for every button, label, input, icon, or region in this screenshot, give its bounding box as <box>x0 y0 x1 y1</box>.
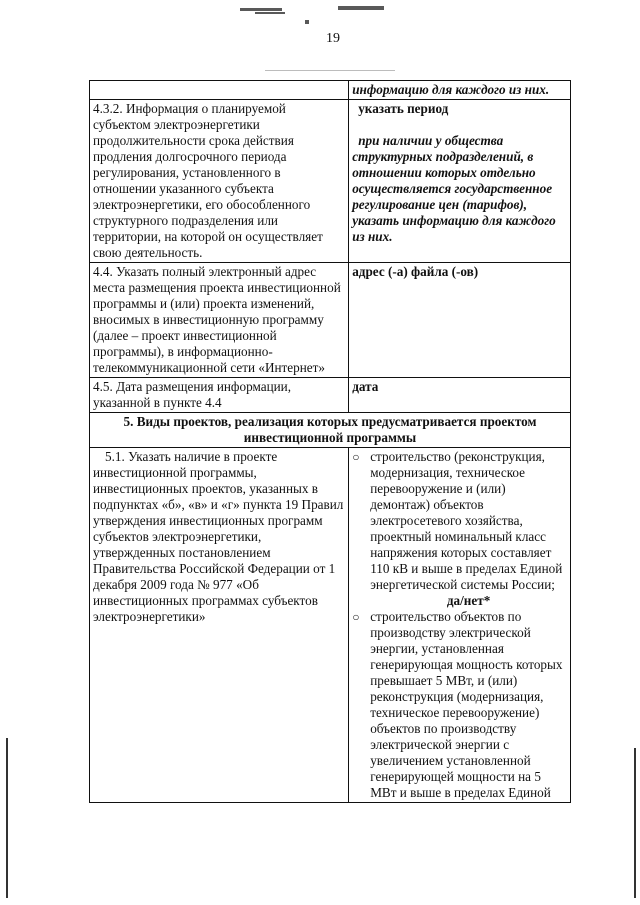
row-label-cell <box>90 81 349 100</box>
form-table <box>89 80 571 803</box>
table-row <box>90 378 571 413</box>
table-row <box>90 100 571 263</box>
row-options-cell <box>349 448 571 803</box>
circle-bullet-icon: ○ <box>352 450 360 464</box>
scan-artifact <box>240 8 282 11</box>
row-label-cell: 4.3.2. Информация о планируемой субъектом электроэнергетики продолжительности срока действия продления долгосрочного периода регулирования, установленного в отношении указанного субъекта электроэнергетики, его обособленного структурного подразделения или территории, на которой он осуществляет свою деятельность. <box>90 100 349 263</box>
row-value-cell: адрес (-а) файла (-ов) <box>349 263 571 378</box>
row-value-cell: информацию для каждого из них. <box>349 81 571 100</box>
options-list <box>352 449 567 801</box>
row-value-cell: дата <box>349 378 571 413</box>
row-label-cell: 5.1. Указать наличие в проекте инвестиционной программы, инвестиционных проектов, указанных в подпунктах «б», «в» и «г» пункта 19 Правил утверждения инвестиционных программ субъектов электроэнергетики, утвержденных постановлением Правительства Российской Федерации от 1 декабря 2009 года № 977 «Об инвестиционных программах субъектов электроэнергетики» <box>90 448 349 803</box>
scan-artifact <box>338 6 384 10</box>
circle-bullet-icon: ○ <box>352 610 360 624</box>
scan-edge-line <box>6 738 8 898</box>
list-item <box>352 609 567 801</box>
row-label-cell: 4.4. Указать полный электронный адрес места размещения проекта инвестиционной программы и (или) проекта изменений, вносимых в инвестиционную программу (далее – проект инвестиционной программы), в информационно-телекоммуникационной сети «Интернет» <box>90 263 349 378</box>
period-instruction: указать период <box>358 101 449 116</box>
section-header-row <box>90 413 571 448</box>
page-number: 19 <box>326 31 340 46</box>
yes-no-label: да/нет* <box>446 593 491 608</box>
scan-artifact <box>305 20 309 24</box>
table-row <box>90 263 571 378</box>
table-row <box>90 81 571 100</box>
option-text: строительство (реконструкция, модернизация, техническое перевооружение и (или) демонтаж) объектов электросетевого хозяйства, проектный номинальный класс напряжения которых составляет 110 кВ и выше в пределах Единой энергетической системы России; <box>370 449 563 592</box>
subdivision-note: при наличии у общества структурных подразделений, в отношении которых отдельно осуществляется государственное регулирование цен (тарифов), указать информацию для каждого из них. <box>352 133 556 244</box>
scan-artifact <box>255 12 285 14</box>
row-value-cell <box>349 100 571 263</box>
scan-artifact <box>265 70 395 71</box>
scan-edge-line <box>634 748 636 898</box>
option-text: строительство объектов по производству электрической энергии, установленная генерирующая мощность которых превышает 5 МВт, и (или) реконструкция (модернизация, техническое перевооружение) объектов по производству электрической энергии с увеличением установленной генерирующей мощности на 5 МВт и выше в пределах Единой <box>370 609 563 800</box>
list-item <box>352 449 567 593</box>
table-row <box>90 448 571 803</box>
row-label-cell: 4.5. Дата размещения информации, указанной в пункте 4.4 <box>90 378 349 413</box>
section-title: 5. Виды проектов, реализация которых предусматривается проектом инвестиционной программы <box>90 413 571 448</box>
